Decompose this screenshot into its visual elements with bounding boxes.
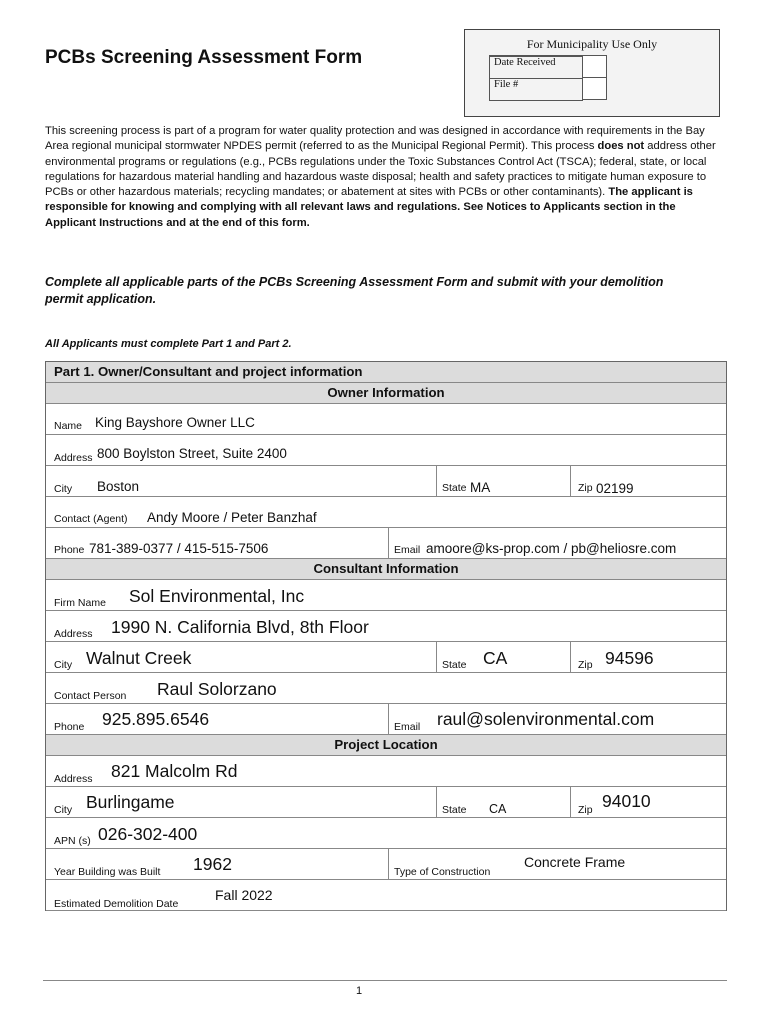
project-year-row xyxy=(46,849,726,880)
intro-text-2: address other environmental programs or regulations (e.g., PCBs regulations under the Toxic Substances Control Act (TSCA); federal, state, or local regulations for hazardous material handling and hazardous waste disposal; health and safety practices to mitigate human exposure to PCBs or other hazardous materials; recycling mandates; or abatement at sites with PCBs or other contaminants). xyxy=(45,140,716,199)
consultant-contact-field[interactable]: Raul Solorzano xyxy=(157,679,277,699)
consultant-contact-label: Contact Person xyxy=(54,690,127,702)
municipality-box-heading: For Municipality Use Only xyxy=(526,37,658,51)
owner-address-row xyxy=(46,435,726,466)
consultant-state-label: State xyxy=(442,659,467,671)
intro-bold-notice: The applicant is responsible for knowing and complying with all relevant laws and regulations. See Notices to Applicants section in the Applicant Instructions and at the end of this form. xyxy=(45,186,693,229)
consultant-state-field[interactable]: CA xyxy=(483,648,508,668)
consultant-address-row xyxy=(46,611,726,642)
owner-info-header: Owner Information xyxy=(46,383,726,404)
project-city-row xyxy=(46,787,726,818)
project-city-label: City xyxy=(54,804,73,816)
project-city-field[interactable]: Burlingame xyxy=(86,792,175,812)
date-received-label: Date Received xyxy=(489,56,583,79)
project-zip-field[interactable]: 94010 xyxy=(602,791,651,811)
owner-zip-field[interactable]: 02199 xyxy=(596,481,634,496)
owner-phone-row xyxy=(46,528,726,559)
consultant-info-header: Consultant Information xyxy=(46,559,726,580)
owner-address-label: Address xyxy=(54,452,93,464)
owner-state-field[interactable]: MA xyxy=(470,480,491,495)
owner-name-field[interactable]: King Bayshore Owner LLC xyxy=(95,415,255,430)
consultant-zip-label: Zip xyxy=(578,659,593,671)
project-address-row xyxy=(46,756,726,787)
project-address-label: Address xyxy=(54,773,93,785)
project-year-field[interactable]: 1962 xyxy=(193,854,232,874)
owner-contact-field[interactable]: Andy Moore / Peter Banzhaf xyxy=(147,510,317,525)
project-apn-label: APN (s) xyxy=(54,835,91,847)
consultant-address-label: Address xyxy=(54,628,93,640)
project-apn-field[interactable]: 026-302-400 xyxy=(98,824,198,844)
consultant-firm-field[interactable]: Sol Environmental, Inc xyxy=(129,586,305,606)
demolition-date-label: Estimated Demolition Date xyxy=(54,898,179,910)
owner-state-label: State xyxy=(442,482,467,494)
consultant-address-field[interactable]: 1990 N. California Blvd, 8th Floor xyxy=(111,617,369,637)
consultant-city-row xyxy=(46,642,726,673)
consultant-contact-row xyxy=(46,673,726,704)
municipality-use-box xyxy=(464,29,720,117)
consultant-email-field[interactable]: raul@solenvironmental.com xyxy=(437,709,655,729)
owner-name-label: Name xyxy=(54,420,83,432)
owner-city-row xyxy=(46,466,726,497)
owner-contact-row xyxy=(46,497,726,528)
owner-email-field[interactable]: amoore@ks-prop.com / pb@heliosre.com xyxy=(426,541,677,556)
part1-title: Part 1. Owner/Consultant and project information xyxy=(46,362,726,383)
footer-divider xyxy=(43,980,727,981)
owner-name-row xyxy=(46,404,726,435)
consultant-firm-row xyxy=(46,580,726,611)
owner-address-field[interactable]: 800 Boylston Street, Suite 2400 xyxy=(97,446,287,461)
consultant-email-label: Email xyxy=(394,721,421,733)
file-number-label: File # xyxy=(489,78,583,101)
project-apn-row xyxy=(46,818,726,849)
municipality-table xyxy=(489,55,607,100)
owner-email-label: Email xyxy=(394,544,421,556)
all-applicants-note: All Applicants must complete Part 1 and Part 2. xyxy=(45,338,292,350)
consultant-firm-label: Firm Name xyxy=(54,597,106,609)
intro-does-not: does not xyxy=(597,140,645,153)
project-year-label: Year Building was Built xyxy=(54,866,161,878)
page-title: PCBs Screening Assessment Form xyxy=(45,47,363,68)
owner-phone-field[interactable]: 781-389-0377 / 415-515-7506 xyxy=(89,541,269,556)
project-location-header: Project Location xyxy=(46,735,726,756)
project-state-label: State xyxy=(442,804,467,816)
part1-form xyxy=(45,361,727,911)
owner-contact-label: Contact (Agent) xyxy=(54,513,128,525)
project-address-field[interactable]: 821 Malcolm Rd xyxy=(111,761,238,781)
owner-zip-label: Zip xyxy=(578,482,593,494)
intro-paragraph xyxy=(45,124,720,231)
demolition-date-field[interactable]: Fall 2022 xyxy=(215,887,273,903)
intro-text-1: This screening process is part of a program for water quality protection and was designed in accordance with requirements in the Bay Area regional municipal stormwater NPDES permit (referred to as the Municipal Regional Permit). This process xyxy=(45,125,705,153)
consultant-phone-row xyxy=(46,704,726,735)
construction-type-label: Type of Construction xyxy=(394,866,491,878)
owner-city-label: City xyxy=(54,483,73,495)
page-number: 1 xyxy=(356,985,363,997)
consultant-phone-label: Phone xyxy=(54,721,85,733)
consultant-city-field[interactable]: Walnut Creek xyxy=(86,648,192,668)
complete-instruction: Complete all applicable parts of the PCBs Screening Assessment Form and submit with your demolition permit application. xyxy=(45,275,664,306)
owner-city-field[interactable]: Boston xyxy=(97,479,140,494)
consultant-zip-field[interactable]: 94596 xyxy=(605,648,654,668)
consultant-city-label: City xyxy=(54,659,73,671)
project-state-field[interactable]: CA xyxy=(489,802,507,816)
consultant-phone-field[interactable]: 925.895.6546 xyxy=(102,709,210,729)
construction-type-field[interactable]: Concrete Frame xyxy=(524,854,626,870)
owner-phone-label: Phone xyxy=(54,544,85,556)
project-demolition-row xyxy=(46,880,726,911)
project-zip-label: Zip xyxy=(578,804,593,816)
